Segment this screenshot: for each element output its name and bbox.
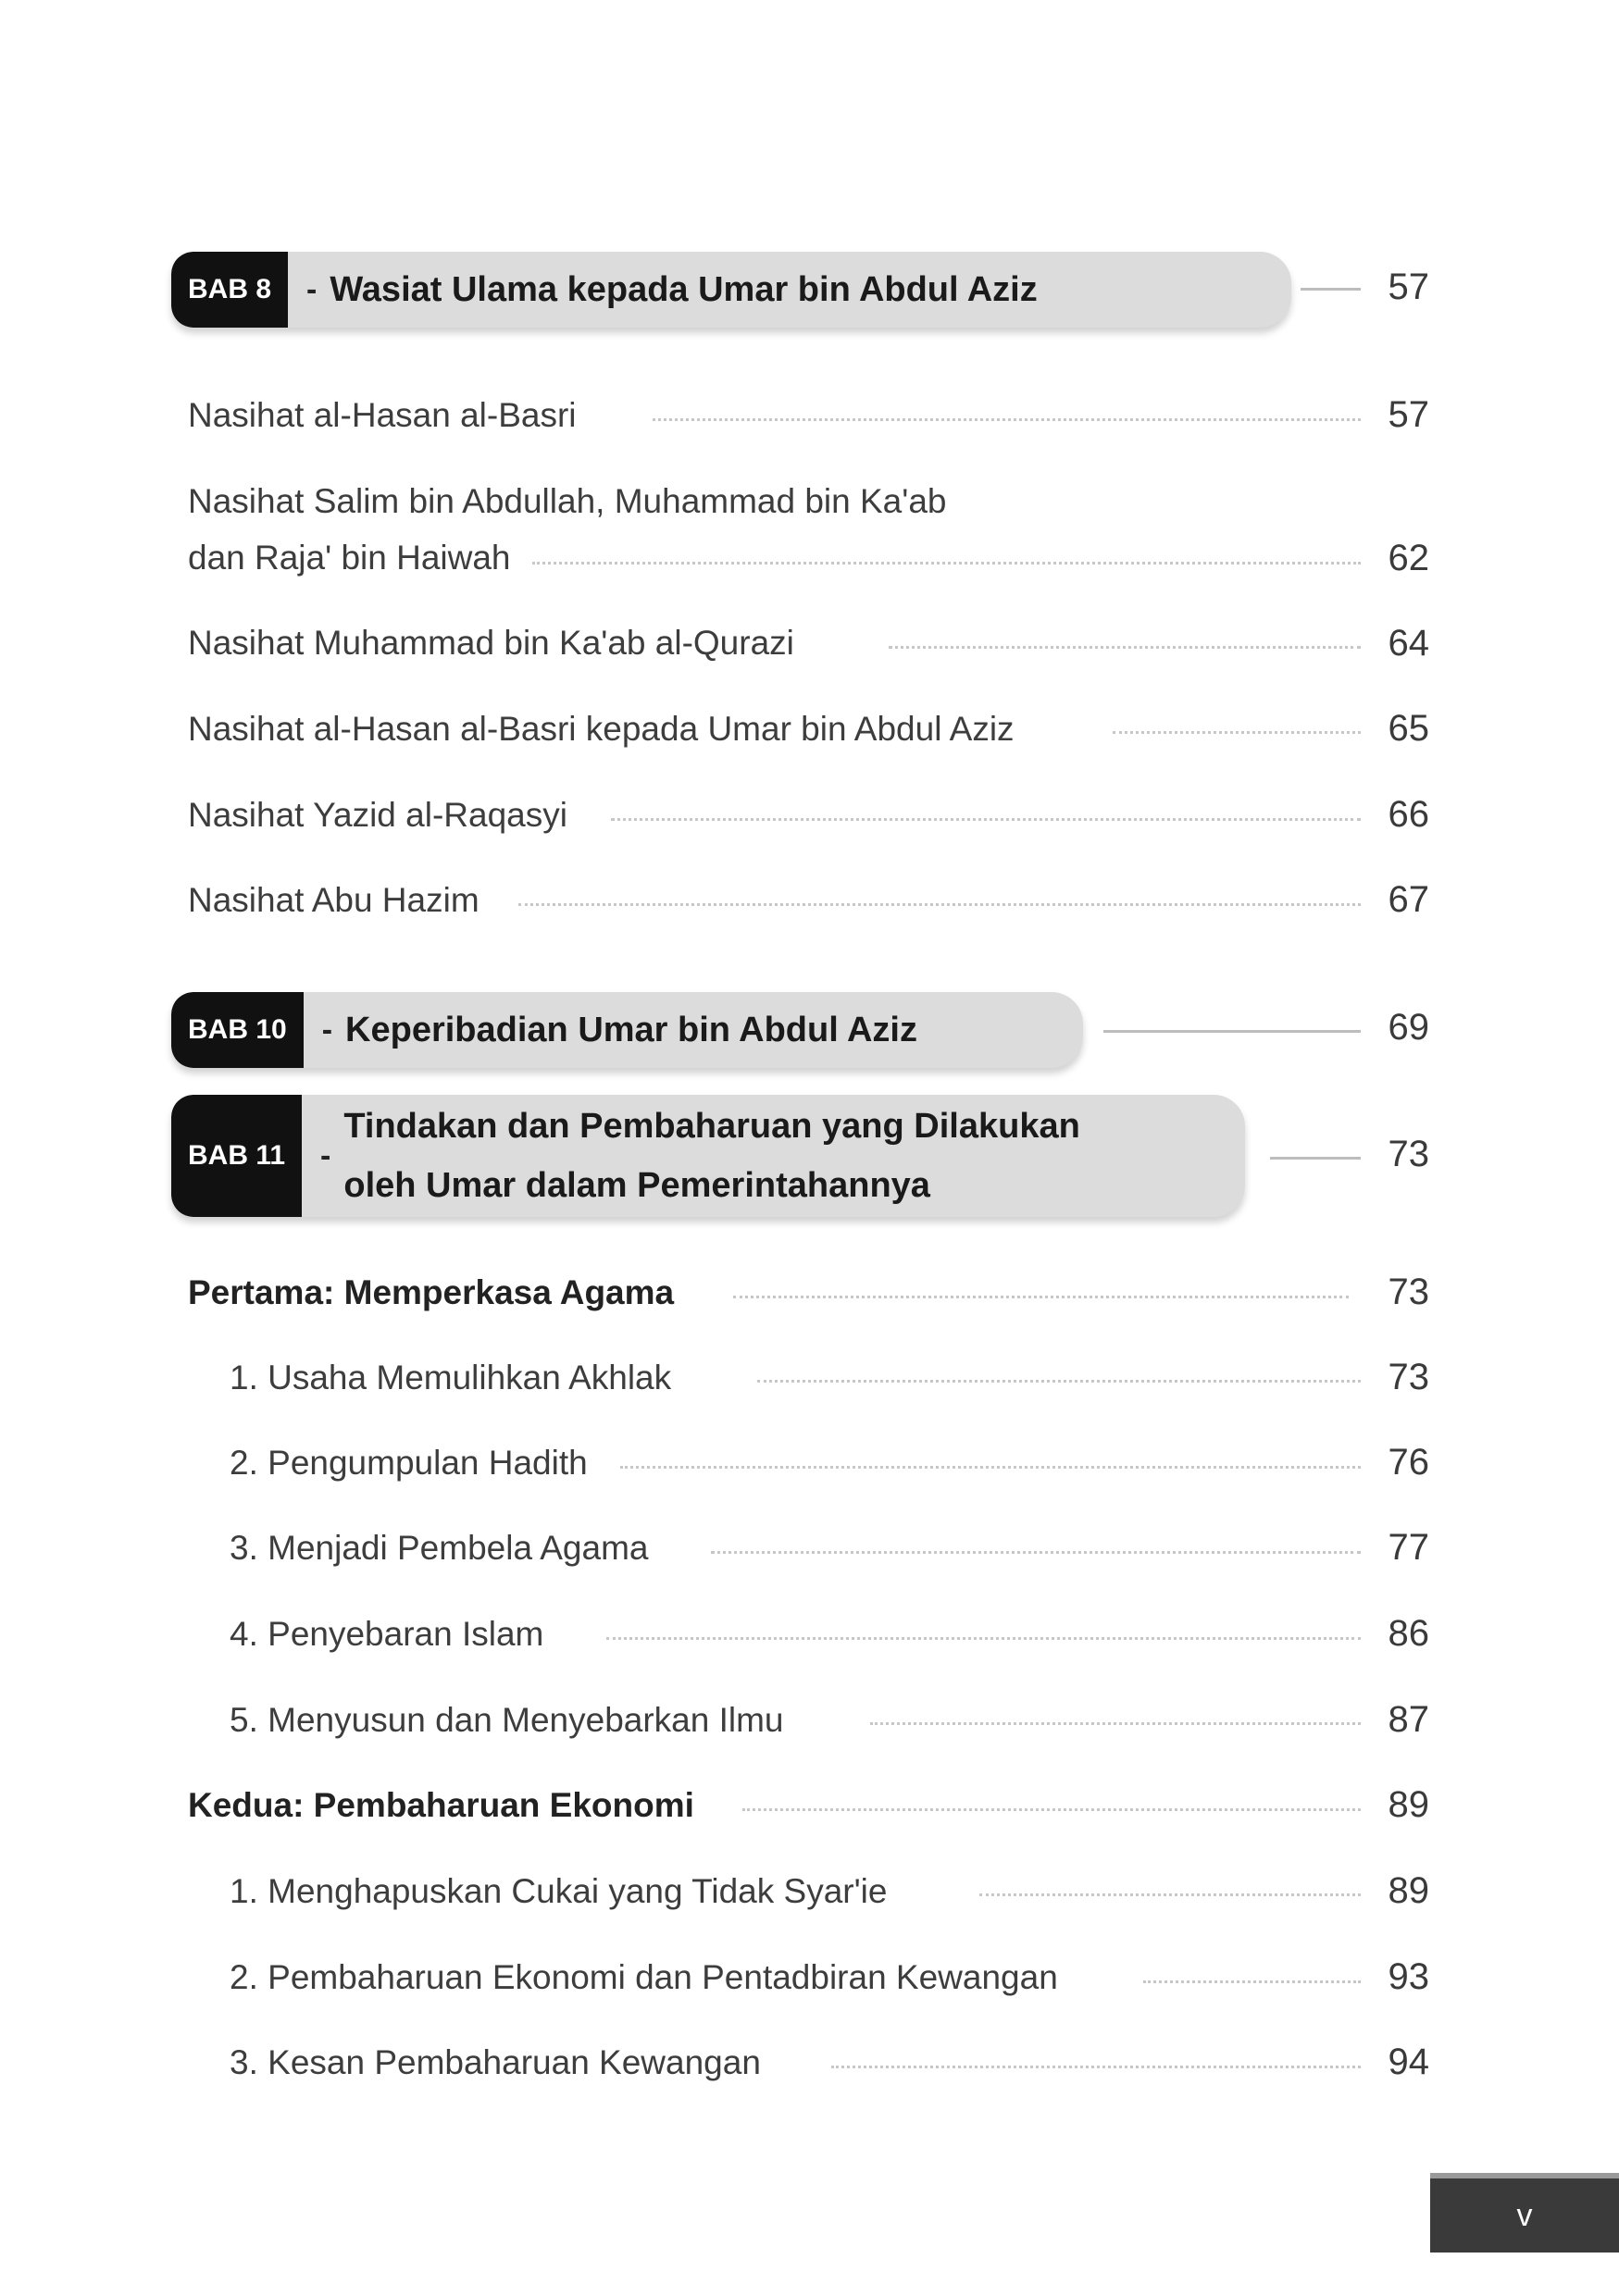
dot-leader xyxy=(1143,1980,1361,1983)
page-number: 94 xyxy=(1388,2042,1429,2082)
toc-entry: 2. Pengumpulan Hadith xyxy=(230,1444,588,1482)
toc-entry: 3. Menjadi Pembela Agama xyxy=(230,1529,649,1567)
page-number: 65 xyxy=(1388,708,1429,749)
dot-leader xyxy=(870,1722,1361,1725)
chapter-separator: - xyxy=(306,271,318,307)
toc-entry: 1. Menghapuskan Cukai yang Tidak Syar'ie xyxy=(230,1872,888,1910)
folio: v xyxy=(1516,2197,1533,2233)
toc-entry: 4. Penyebaran Islam xyxy=(230,1615,544,1653)
page-number: 64 xyxy=(1388,623,1429,664)
toc-entry: Nasihat Yazid al-Raqasyi xyxy=(188,796,567,834)
chapter-title-line: Tindakan dan Pembaharuan yang Dilakukan xyxy=(343,1107,1080,1146)
page-number: 73 xyxy=(1388,1357,1429,1397)
chapter-separator: - xyxy=(321,1011,333,1048)
chapter-leader-line xyxy=(1103,1030,1361,1033)
chapter-separator: - xyxy=(320,1137,331,1173)
page-number: 66 xyxy=(1388,794,1429,835)
dot-leader xyxy=(1113,731,1361,734)
page-number: 93 xyxy=(1388,1956,1429,1997)
page-number: 76 xyxy=(1388,1442,1429,1483)
chapter-heading xyxy=(171,1095,1245,1217)
page-number: 62 xyxy=(1388,538,1429,578)
page-number: 73 xyxy=(1388,1134,1429,1174)
toc-entry: Nasihat Muhammad bin Ka'ab al-Qurazi xyxy=(188,624,794,662)
chapter-title-line: oleh Umar dalam Pemerintahannya xyxy=(343,1166,930,1205)
page-number: 67 xyxy=(1388,879,1429,920)
chapter-heading xyxy=(171,992,1083,1068)
chapter-banner xyxy=(171,252,1291,328)
chapter-title xyxy=(343,1095,1135,1217)
toc-entry: Nasihat Abu Hazim xyxy=(188,881,479,919)
toc-entry-line: dan Raja' bin Haiwah xyxy=(188,539,511,577)
page-number: 73 xyxy=(1388,1272,1429,1312)
chapter-title xyxy=(330,252,1092,328)
chapter-title xyxy=(345,992,973,1068)
toc-entry: Nasihat al-Hasan al-Basri kepada Umar bin Abdul Aziz xyxy=(188,710,1015,748)
page-footer-label xyxy=(1430,2173,1619,2253)
chapter-tag: BAB 8 xyxy=(171,252,288,328)
page-number: 57 xyxy=(1388,394,1429,435)
chapter-tag: BAB 10 xyxy=(171,992,304,1068)
dot-leader xyxy=(611,818,1361,821)
dot-leader xyxy=(606,1637,1361,1640)
dot-leader xyxy=(518,903,1361,906)
page-number: 57 xyxy=(1388,267,1429,307)
dot-leader xyxy=(620,1466,1361,1469)
page-number: 86 xyxy=(1388,1613,1429,1654)
dot-leader xyxy=(733,1296,1349,1298)
dot-leader xyxy=(742,1808,1361,1811)
toc-entry: 5. Menyusun dan Menyebarkan Ilmu xyxy=(230,1701,784,1739)
dot-leader xyxy=(889,646,1361,649)
toc-section-heading: Pertama: Memperkasa Agama xyxy=(188,1273,675,1311)
dot-leader xyxy=(532,562,1361,565)
dot-leader xyxy=(757,1380,1361,1383)
toc-entry: 3. Kesan Pembaharuan Kewangan xyxy=(230,2043,761,2081)
page-number: 89 xyxy=(1388,1784,1429,1825)
toc-section-heading: Kedua: Pembaharuan Ekonomi xyxy=(188,1786,694,1824)
chapter-banner xyxy=(171,1095,1245,1217)
dot-leader xyxy=(653,418,1361,421)
page-number: 69 xyxy=(1388,1007,1429,1048)
chapter-banner xyxy=(171,992,1083,1068)
toc-entry: 2. Pembaharuan Ekonomi dan Pentadbiran Kewangan xyxy=(230,1958,1058,1996)
chapter-tag: BAB 11 xyxy=(171,1095,302,1217)
toc-entry-line: Nasihat Salim bin Abdullah, Muhammad bin Ka'ab xyxy=(188,482,947,520)
dot-leader xyxy=(711,1551,1361,1554)
page-number: 87 xyxy=(1388,1699,1429,1740)
toc-entry: Nasihat al-Hasan al-Basri xyxy=(188,396,577,434)
chapter-title-line: Keperibadian Umar bin Abdul Aziz xyxy=(345,1011,917,1049)
page-number: 89 xyxy=(1388,1870,1429,1911)
page-number: 77 xyxy=(1388,1527,1429,1568)
dot-leader xyxy=(979,1893,1361,1896)
chapter-title-line: Wasiat Ulama kepada Umar bin Abdul Aziz xyxy=(330,270,1038,309)
chapter-heading xyxy=(171,252,1291,328)
toc-entry: 1. Usaha Memulihkan Akhlak xyxy=(230,1359,672,1396)
dot-leader xyxy=(831,2066,1361,2068)
